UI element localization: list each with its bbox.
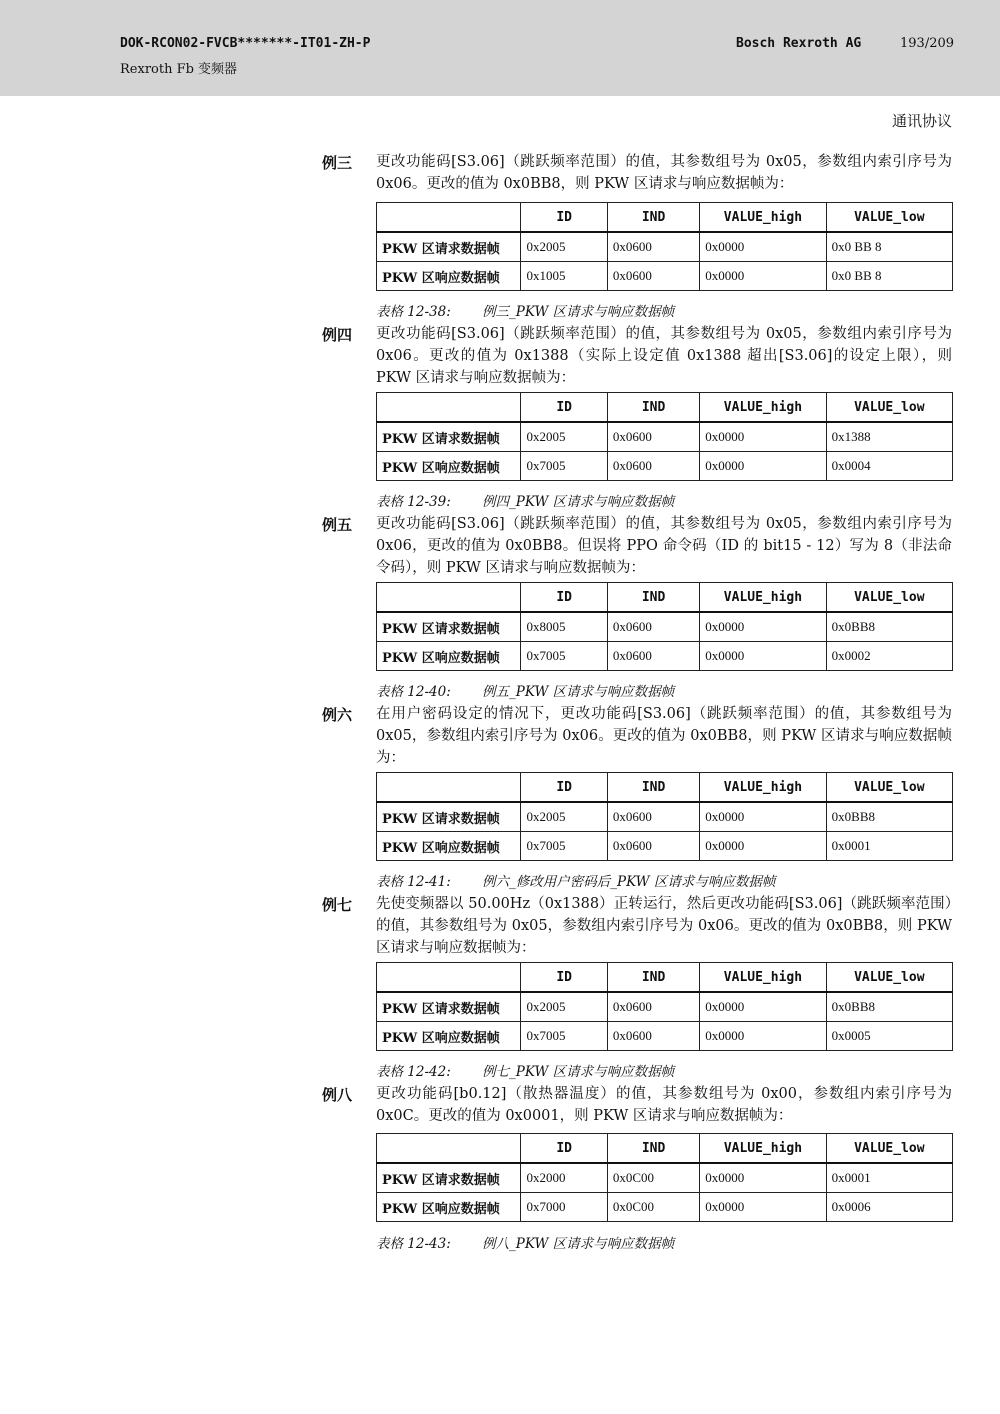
table-header-cell: VALUE_high xyxy=(700,203,826,233)
example-label: 例七 xyxy=(322,896,353,914)
table-cell: 0x0600 xyxy=(607,832,699,861)
caption-number: 表格 12-41: xyxy=(376,874,451,890)
table-header-cell: VALUE_high xyxy=(700,963,826,993)
table-cell: 0x1388 xyxy=(826,422,952,452)
table-cell: 0x0002 xyxy=(826,642,952,671)
pkw-table xyxy=(376,392,953,481)
example-label: 例六 xyxy=(322,706,353,724)
table-caption xyxy=(376,1060,674,1080)
table-cell: 0x7005 xyxy=(521,832,607,861)
table-caption xyxy=(376,1232,674,1252)
table-cell: 0x7005 xyxy=(521,642,607,671)
table-cell: 0x0000 xyxy=(700,452,826,481)
table-row xyxy=(377,1022,953,1051)
row-label: PKW 区响应数据帧 xyxy=(377,1022,521,1051)
example-label: 例八 xyxy=(322,1086,353,1104)
caption-text: 例五_PKW 区请求与响应数据帧 xyxy=(482,684,675,700)
table-row xyxy=(377,452,953,481)
caption-number: 表格 12-43: xyxy=(376,1236,451,1252)
table-header-row xyxy=(377,393,953,423)
pkw-table xyxy=(376,1133,953,1222)
table-header-cell: IND xyxy=(607,393,699,423)
table-row xyxy=(377,422,953,452)
caption-text: 例七_PKW 区请求与响应数据帧 xyxy=(482,1064,675,1080)
row-label: PKW 区请求数据帧 xyxy=(377,802,521,832)
table-cell: 0x0000 xyxy=(700,992,826,1022)
row-label: PKW 区请求数据帧 xyxy=(377,612,521,642)
table-cell: 0x2000 xyxy=(521,1163,607,1193)
table-cell: 0x0C00 xyxy=(607,1193,699,1222)
table-header-cell: ID xyxy=(521,773,607,803)
table-cell: 0x0600 xyxy=(607,452,699,481)
table-row xyxy=(377,262,953,291)
table-cell: 0x0000 xyxy=(700,1193,826,1222)
row-label: PKW 区响应数据帧 xyxy=(377,452,521,481)
table-cell: 0x0C00 xyxy=(607,1163,699,1193)
row-label: PKW 区响应数据帧 xyxy=(377,262,521,291)
table-header-cell: ID xyxy=(521,583,607,613)
table-cell: 0x0000 xyxy=(700,642,826,671)
table-cell: 0x0000 xyxy=(700,802,826,832)
table-cell: 0x0000 xyxy=(700,232,826,262)
table-cell: 0x8005 xyxy=(521,612,607,642)
example-text: 更改功能码[S3.06]（跳跃频率范围）的值，其参数组号为 0x05，参数组内索引序号为 0x06。更改的值为 0x1388（实际上设定值 0x1388 超出[S3.06]的设定上限），则 PKW 区请求与响应数据帧为： xyxy=(376,326,952,386)
example-text: 在用户密码设定的情况下，更改功能码[S3.06]（跳跃频率范围）的值，其参数组号为 0x05，参数组内索引序号为 0x06。更改的值为 0x0BB8，则 PKW 区请求与响应数据帧为： xyxy=(376,706,952,766)
table-cell: 0x0000 xyxy=(700,1022,826,1051)
pkw-table xyxy=(376,772,953,861)
table-header-row xyxy=(377,773,953,803)
table-cell: 0x1005 xyxy=(521,262,607,291)
table-cell: 0x0600 xyxy=(607,232,699,262)
pkw-table xyxy=(376,962,953,1051)
table-row xyxy=(377,642,953,671)
table-caption xyxy=(376,490,674,510)
table-row xyxy=(377,1163,953,1193)
table-header-cell xyxy=(377,583,521,613)
table-header-row xyxy=(377,1134,953,1164)
caption-text: 例六_修改用户密码后_PKW 区请求与响应数据帧 xyxy=(482,874,776,890)
example-text: 更改功能码[S3.06]（跳跃频率范围）的值，其参数组号为 0x05，参数组内索引序号为 0x06，更改的值为 0x0BB8。但误将 PPO 命令码（ID 的 bit15 - 12）写为 8（非法命令码），则 PKW 区请求与响应数据帧为： xyxy=(376,516,952,576)
table-header-cell xyxy=(377,773,521,803)
table-cell: 0x2005 xyxy=(521,802,607,832)
table-header-cell: VALUE_low xyxy=(826,963,952,993)
table-cell: 0x7000 xyxy=(521,1193,607,1222)
table-header-cell xyxy=(377,393,521,423)
page-header xyxy=(0,0,1000,96)
table-header-row xyxy=(377,583,953,613)
table-header-row xyxy=(377,203,953,233)
table-header-cell: IND xyxy=(607,203,699,233)
table-cell: 0x0BB8 xyxy=(826,612,952,642)
table-cell: 0x0001 xyxy=(826,832,952,861)
example-text: 更改功能码[b0.12]（散热器温度）的值，其参数组号为 0x00，参数组内索引序号为 0x0C。更改的值为 0x0001，则 PKW 区请求与响应数据帧为： xyxy=(376,1086,952,1124)
row-label: PKW 区响应数据帧 xyxy=(377,642,521,671)
caption-number: 表格 12-38: xyxy=(376,304,451,320)
table-header-cell: VALUE_high xyxy=(700,393,826,423)
document-id: DOK-RCON02-FVCB*******-IT01-ZH-P xyxy=(120,36,371,51)
table-cell: 0x0600 xyxy=(607,992,699,1022)
table-header-cell: VALUE_low xyxy=(826,773,952,803)
row-label: PKW 区请求数据帧 xyxy=(377,1163,521,1193)
caption-text: 例八_PKW 区请求与响应数据帧 xyxy=(482,1236,675,1252)
table-header-cell: VALUE_high xyxy=(700,583,826,613)
table-header-cell: ID xyxy=(521,963,607,993)
table-header-cell: VALUE_low xyxy=(826,1134,952,1164)
table-header-cell: IND xyxy=(607,1134,699,1164)
table-header-cell: VALUE_high xyxy=(700,1134,826,1164)
table-cell: 0x0600 xyxy=(607,422,699,452)
table-cell: 0x0600 xyxy=(607,1022,699,1051)
table-header-cell: VALUE_low xyxy=(826,583,952,613)
table-cell: 0x0600 xyxy=(607,262,699,291)
table-cell: 0x0600 xyxy=(607,642,699,671)
table-cell: 0x0000 xyxy=(700,612,826,642)
caption-text: 例四_PKW 区请求与响应数据帧 xyxy=(482,494,675,510)
caption-number: 表格 12-39: xyxy=(376,494,451,510)
example-label: 例五 xyxy=(322,516,353,534)
table-header-cell: VALUE_low xyxy=(826,203,952,233)
table-header-cell xyxy=(377,963,521,993)
table-cell: 0x0000 xyxy=(700,262,826,291)
pkw-table xyxy=(376,202,953,291)
table-header-cell: IND xyxy=(607,583,699,613)
table-caption xyxy=(376,870,775,890)
example-text: 更改功能码[S3.06]（跳跃频率范围）的值，其参数组号为 0x05，参数组内索引序号为 0x06。更改的值为 0x0BB8，则 PKW 区请求与响应数据帧为： xyxy=(376,154,952,192)
table-row xyxy=(377,1193,953,1222)
table-cell: 0x2005 xyxy=(521,422,607,452)
pkw-table xyxy=(376,582,953,671)
table-cell: 0x0004 xyxy=(826,452,952,481)
table-row xyxy=(377,832,953,861)
table-header-cell xyxy=(377,203,521,233)
table-cell: 0x0000 xyxy=(700,422,826,452)
table-row xyxy=(377,802,953,832)
table-caption xyxy=(376,680,674,700)
example-label: 例四 xyxy=(322,326,353,344)
table-cell: 0x0005 xyxy=(826,1022,952,1051)
table-header-cell: VALUE_high xyxy=(700,773,826,803)
table-header-row xyxy=(377,963,953,993)
table-cell: 0x0000 xyxy=(700,832,826,861)
table-cell: 0x0BB8 xyxy=(826,992,952,1022)
product-name: Rexroth Fb 变频器 xyxy=(120,62,238,77)
row-label: PKW 区请求数据帧 xyxy=(377,992,521,1022)
table-row xyxy=(377,612,953,642)
table-row xyxy=(377,992,953,1022)
table-header-cell xyxy=(377,1134,521,1164)
table-header-cell: ID xyxy=(521,203,607,233)
caption-number: 表格 12-42: xyxy=(376,1064,451,1080)
table-header-cell: ID xyxy=(521,1134,607,1164)
table-cell: 0x0BB8 xyxy=(826,802,952,832)
table-cell: 0x7005 xyxy=(521,1022,607,1051)
table-header-cell: IND xyxy=(607,963,699,993)
table-cell: 0x7005 xyxy=(521,452,607,481)
example-label: 例三 xyxy=(322,154,353,172)
table-cell: 0x2005 xyxy=(521,992,607,1022)
table-row xyxy=(377,232,953,262)
table-cell: 0x0 BB 8 xyxy=(826,262,952,291)
row-label: PKW 区请求数据帧 xyxy=(377,232,521,262)
table-cell: 0x0 BB 8 xyxy=(826,232,952,262)
row-label: PKW 区响应数据帧 xyxy=(377,832,521,861)
table-header-cell: VALUE_low xyxy=(826,393,952,423)
example-text: 先使变频器以 50.00Hz（0x1388）正转运行，然后更改功能码[S3.06]（跳跃频率范围）的值，其参数组号为 0x05，参数组内索引序号为 0x06。更改的值为 0x0BB8，则 PKW 区请求与响应数据帧为： xyxy=(376,896,952,956)
caption-text: 例三_PKW 区请求与响应数据帧 xyxy=(482,304,675,320)
row-label: PKW 区响应数据帧 xyxy=(377,1193,521,1222)
table-cell: 0x0000 xyxy=(700,1163,826,1193)
row-label: PKW 区请求数据帧 xyxy=(377,422,521,452)
table-cell: 0x2005 xyxy=(521,232,607,262)
table-cell: 0x0001 xyxy=(826,1163,952,1193)
section-title: 通讯协议 xyxy=(891,112,952,130)
company-name: Bosch Rexroth AG xyxy=(736,36,862,51)
table-cell: 0x0600 xyxy=(607,612,699,642)
table-caption xyxy=(376,300,674,320)
table-cell: 0x0006 xyxy=(826,1193,952,1222)
table-header-cell: ID xyxy=(521,393,607,423)
page-number: 193/209 xyxy=(900,36,955,51)
table-cell: 0x0600 xyxy=(607,802,699,832)
table-header-cell: IND xyxy=(607,773,699,803)
caption-number: 表格 12-40: xyxy=(376,684,451,700)
